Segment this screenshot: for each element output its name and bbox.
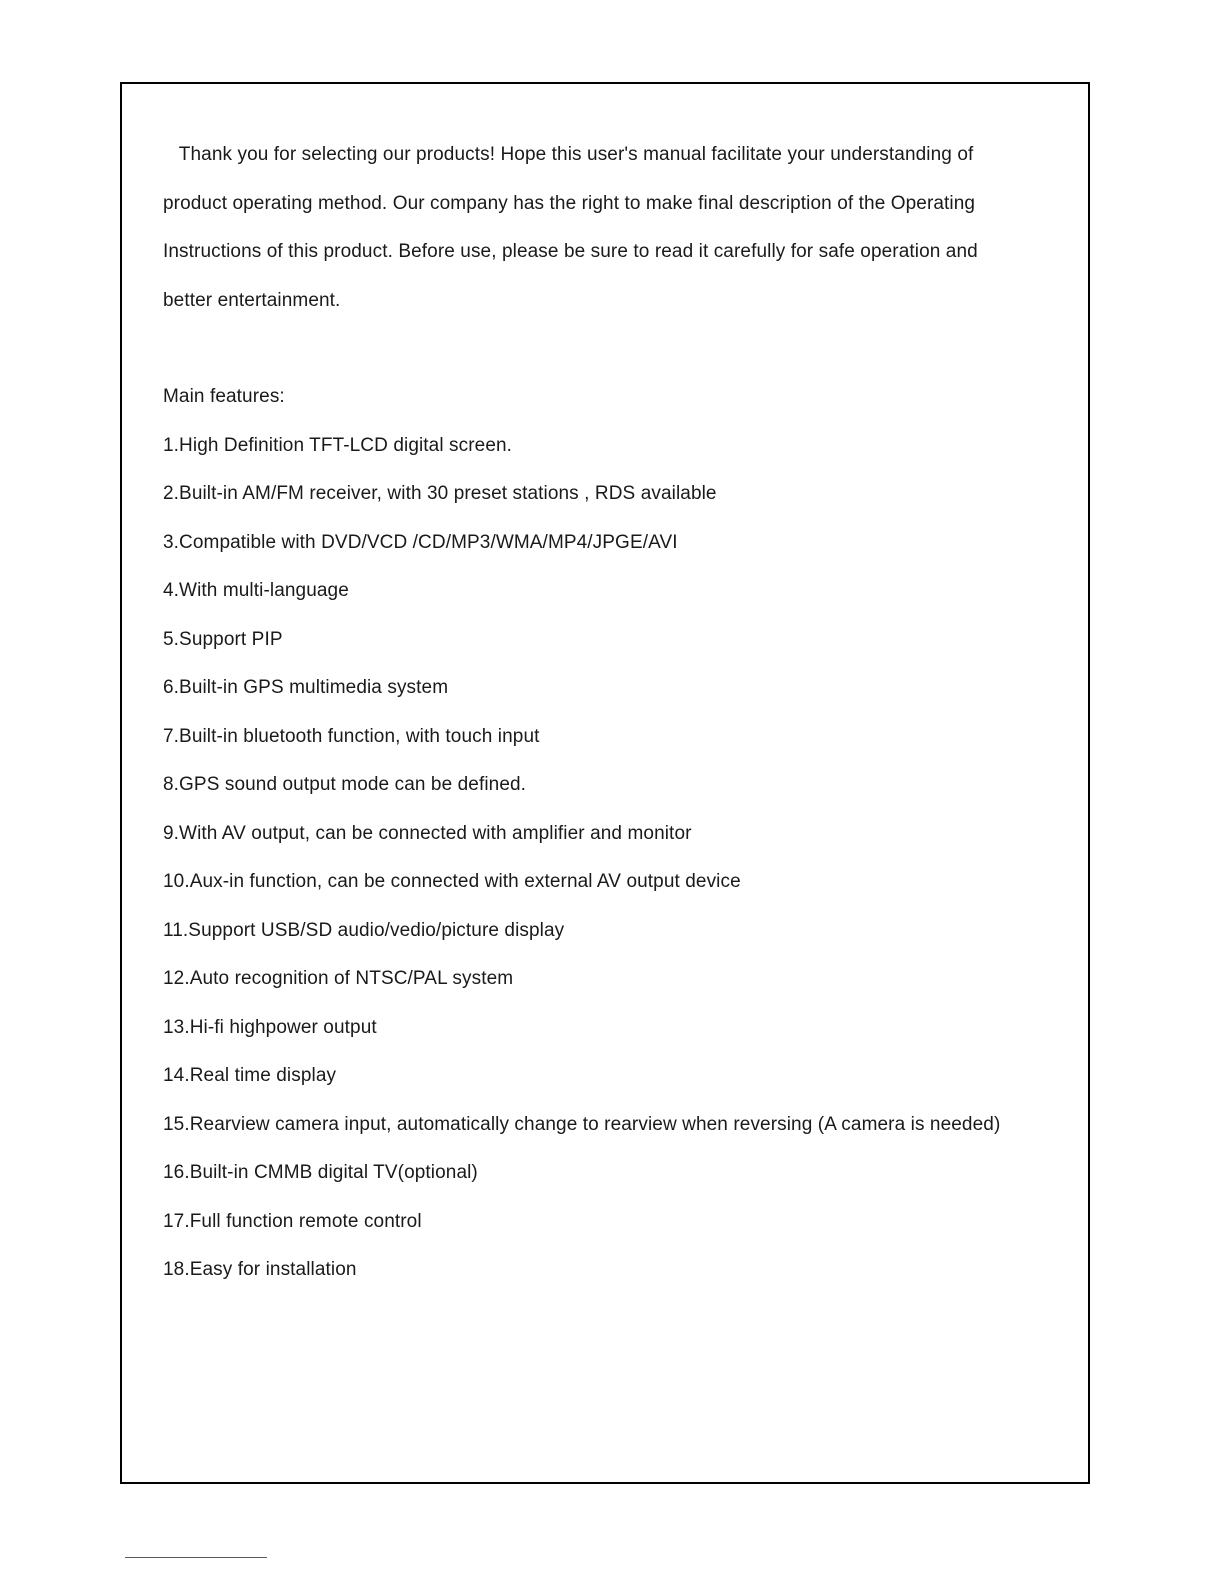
footer-rule <box>125 1557 267 1558</box>
feature-item: 7.Built-in bluetooth function, with touch input <box>163 725 540 747</box>
feature-item: 8.GPS sound output mode can be defined. <box>163 774 527 795</box>
features-section <box>163 373 1073 1295</box>
feature-item: 15.Rearview camera input, automatically change to rearview when reversing (A camera is needed) <box>163 1113 1001 1135</box>
features-heading: Main features: <box>163 386 285 407</box>
intro-line: Thank you for selecting our products! Hope this user's manual facilitate your understanding of <box>163 144 974 165</box>
feature-item: 18.Easy for installation <box>163 1259 357 1280</box>
feature-item: 12.Auto recognition of NTSC/PAL system <box>163 968 514 989</box>
intro-paragraph <box>163 131 1063 325</box>
intro-line: Instructions of this product. Before use, please be sure to read it carefully for safe operation and <box>163 241 978 262</box>
feature-item: 5.Support PIP <box>163 628 283 650</box>
feature-item: 2.Built-in AM/FM receiver, with 30 preset stations , RDS available <box>163 483 717 504</box>
feature-list <box>163 422 1073 1295</box>
feature-item: 11.Support USB/SD audio/vedio/picture display <box>163 919 565 941</box>
feature-item: 9.With AV output, can be connected with amplifier and monitor <box>163 822 692 844</box>
intro-line: better entertainment. <box>163 289 341 311</box>
feature-item: 4.With multi-language <box>163 580 349 601</box>
intro-line: product operating method. Our company has the right to make final description of the Operating <box>163 192 976 214</box>
feature-item: 1.High Definition TFT-LCD digital screen. <box>163 434 513 456</box>
feature-item: 3.Compatible with DVD/VCD /CD/MP3/WMA/MP4/JPGE/AVI <box>163 531 678 553</box>
feature-item: 6.Built-in GPS multimedia system <box>163 677 449 698</box>
feature-item: 13.Hi-fi highpower output <box>163 1016 377 1038</box>
feature-item: 14.Real time display <box>163 1065 337 1086</box>
feature-item: 16.Built-in CMMB digital TV(optional) <box>163 1162 478 1183</box>
feature-item: 17.Full function remote control <box>163 1210 422 1232</box>
feature-item: 10.Aux-in function, can be connected with external AV output device <box>163 871 741 892</box>
